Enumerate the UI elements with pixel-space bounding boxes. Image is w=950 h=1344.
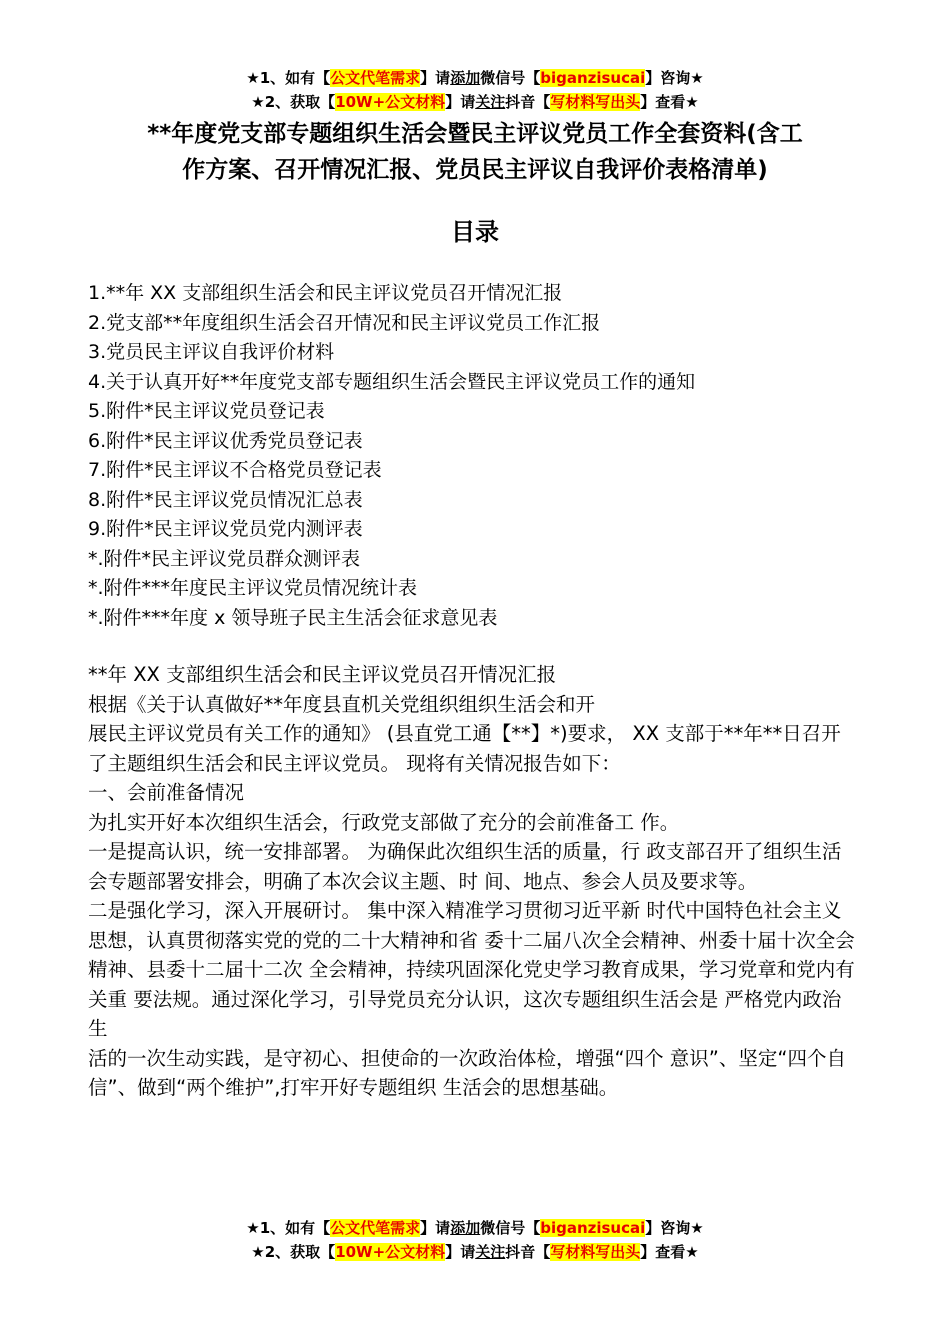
- highlight-wechat-id: biganzisucai: [540, 1219, 646, 1237]
- toc-item: 3.党员民主评议自我评价材料: [88, 341, 335, 363]
- document-body: [88, 660, 858, 1103]
- toc-item: *.附件***年度 x 领导班子民主生活会征求意见表: [88, 606, 498, 629]
- section-title: **年 XX 支部组织生活会和民主评议党员召开情况汇报: [88, 663, 557, 686]
- highlight-service: 公文代笔需求: [330, 69, 421, 87]
- table-of-contents: [88, 279, 868, 633]
- promo-banner-top: [0, 66, 950, 114]
- promo-banner-bottom: [0, 1216, 950, 1264]
- highlight-service: 公文代笔需求: [330, 1219, 421, 1237]
- body-paragraph: 二是强化学习，深入开展研讨。 集中深入精准学习贯彻习近平新 时代中国特色社会主义思想，认真贯彻落实党的党的二十大精神和省 委十二届八次全会精神、州委十届十次全会精神、县委十二届十二次 全会精神，持续巩固深化党史学习教育成果，学习党章和党内有关重 要法规。通过深化学习，引导党员充分认识，这次专题组织生活会是 严格党内政治生: [88, 899, 855, 1040]
- promo-line-2: ★2、获取【10W+公文材料】请关注抖音【写材料写出头】查看★: [251, 93, 699, 111]
- promo-line-1: ★1、如有【公文代笔需求】请添加微信号【biganzisucai】咨询★: [246, 1219, 704, 1237]
- body-paragraph: 展民主评议党员有关工作的通知》 (县直党工通【**】*)要求， XX 支部于**年**日召开了主题组织生活会和民主评议党员。 现将有关情况报告如下：: [88, 722, 841, 775]
- toc-item: *.附件*民主评议党员群众测评表: [88, 547, 361, 570]
- body-paragraph: 为扎实开好本次组织生活会，行政党支部做了充分的会前准备工 作。: [88, 810, 680, 834]
- toc-item: 7.附件*民主评议不合格党员登记表: [88, 459, 382, 481]
- promo-line-2: ★2、获取【10W+公文材料】请关注抖音【写材料写出头】查看★: [251, 1243, 699, 1261]
- document-title: **年度党支部专题组织生活会暨民主评议党员工作全套资料(含工 作方案、召开情况汇报、党员民主评议自我评价表格清单): [147, 121, 803, 183]
- toc-item: 6.附件*民主评议优秀党员登记表: [88, 429, 363, 452]
- toc-item: 5.附件*民主评议党员登记表: [88, 400, 325, 422]
- toc-item: 4.关于认真开好**年度党支部专题组织生活会暨民主评议党员工作的通知: [88, 370, 696, 393]
- body-paragraph: 根据《关于认真做好**年度县直机关党组织组织生活会和开: [88, 692, 596, 716]
- promo-line-1: ★1、如有【公文代笔需求】请添加微信号【biganzisucai】咨询★: [246, 69, 704, 87]
- highlight-wechat-id: biganzisucai: [540, 69, 646, 87]
- toc-item: 9.附件*民主评议党员党内测评表: [88, 518, 363, 540]
- toc-item: 2.党支部**年度组织生活会召开情况和民主评议党员工作汇报: [88, 311, 601, 334]
- toc-item: *.附件***年度民主评议党员情况统计表: [88, 577, 418, 599]
- highlight-materials: 10W+公文材料: [335, 1243, 446, 1261]
- highlight-douyin-id: 写材料写出头: [550, 1243, 641, 1261]
- body-paragraph: 活的一次生动实践，是守初心、担使命的一次政治体检，增强“四个 意识”、坚定“四个自信”、做到“两个维护”,打牢开好专题组织 生活会的思想基础。: [88, 1046, 847, 1099]
- section-heading: 一、会前准备情况: [88, 781, 245, 804]
- highlight-materials: 10W+公文材料: [335, 93, 446, 111]
- highlight-douyin-id: 写材料写出头: [550, 93, 641, 111]
- toc-heading: 目录: [451, 218, 499, 246]
- body-paragraph: 一是提高认识，统一安排部署。 为确保此次组织生活的质量，行 政支部召开了组织生活会专题部署安排会，明确了本次会议主题、时 间、地点、参会人员及要求等。: [88, 840, 842, 893]
- toc-item: 1.**年 XX 支部组织生活会和民主评议党员召开情况汇报: [88, 282, 563, 304]
- toc-item: 8.附件*民主评议党员情况汇总表: [88, 488, 363, 511]
